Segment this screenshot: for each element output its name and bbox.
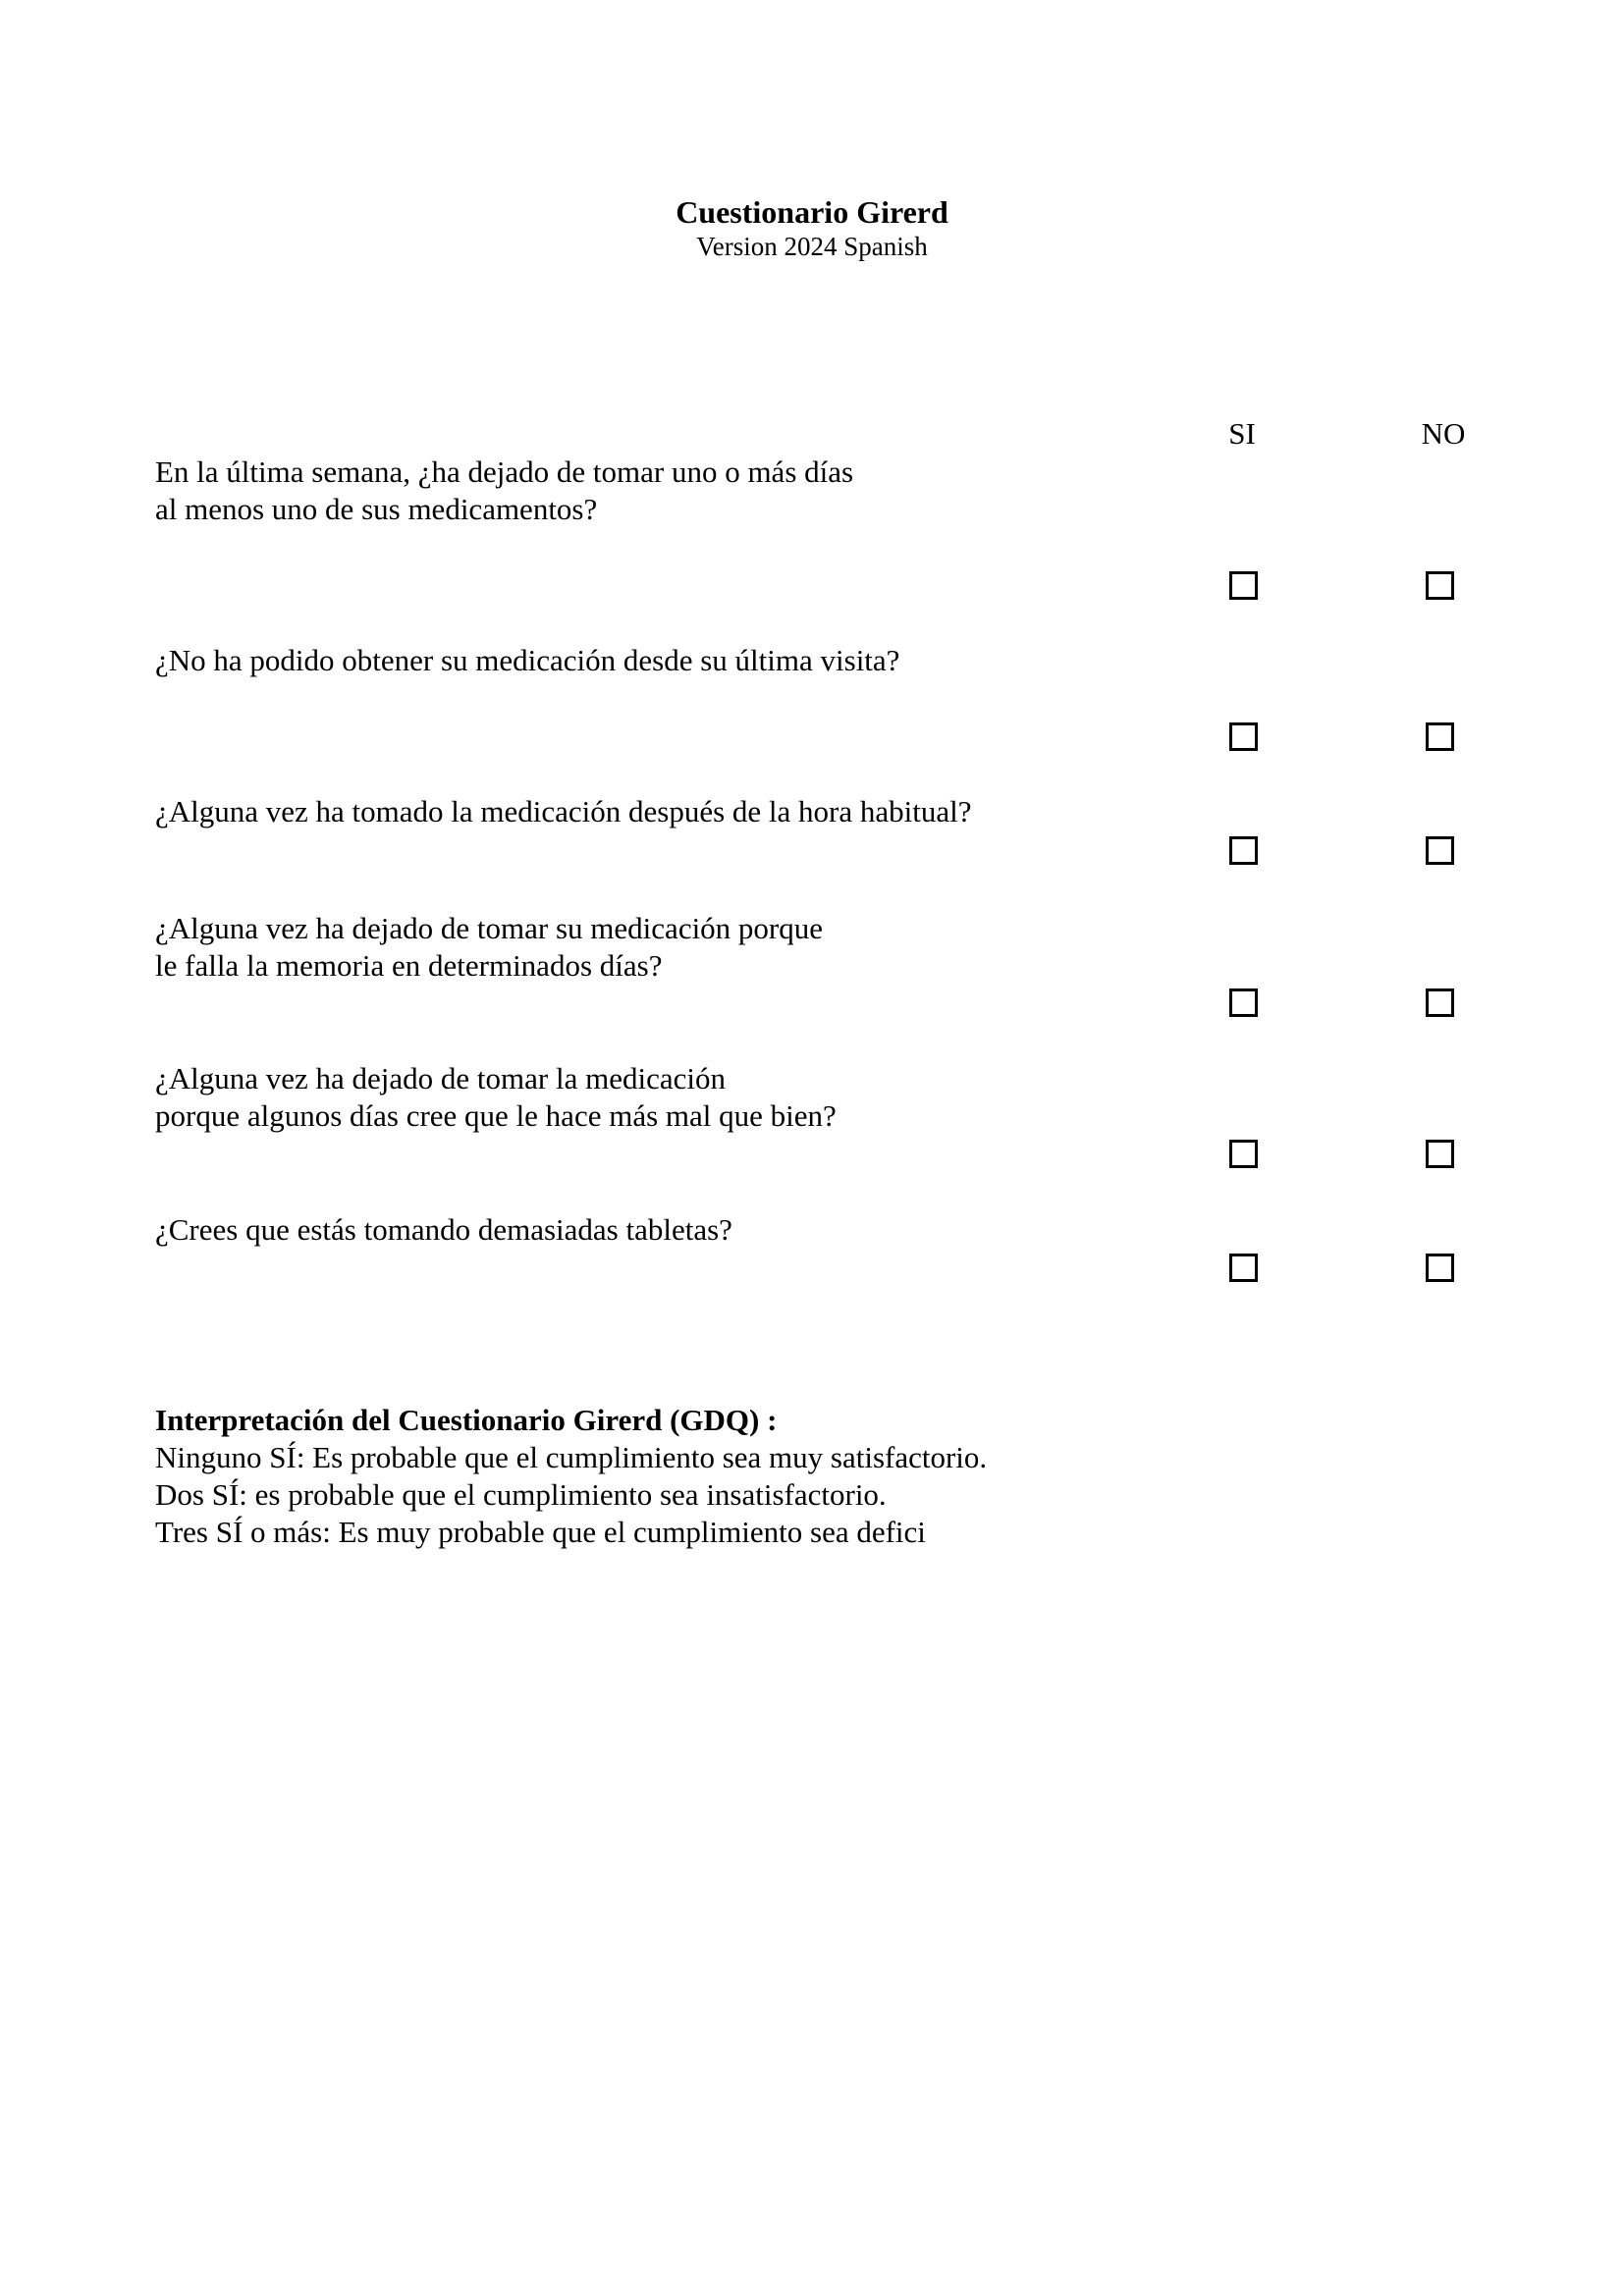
page-subtitle: Version 2024 Spanish: [696, 232, 928, 261]
question-5-no-checkbox[interactable]: [1426, 1140, 1454, 1168]
question-4: [155, 910, 1137, 985]
interpretation-heading: Interpretación del Cuestionario Girerd (GDQ) :: [155, 1403, 778, 1437]
question-1-si-checkbox[interactable]: [1229, 571, 1258, 600]
question-3-no-checkbox[interactable]: [1426, 836, 1454, 865]
question-1-no-checkbox[interactable]: [1426, 571, 1454, 600]
question-4-line-1: ¿Alguna vez ha dejado de tomar su medicación porque: [155, 911, 824, 945]
question-4-si-checkbox[interactable]: [1229, 988, 1258, 1017]
question-2-no-checkbox[interactable]: [1426, 722, 1454, 751]
question-2: [155, 642, 1137, 679]
question-5-si-checkbox[interactable]: [1229, 1140, 1258, 1168]
interpretation-line-3: Tres SÍ o más: Es muy probable que el cumplimiento sea defici: [155, 1515, 926, 1549]
interpretation-line-1: Ninguno SÍ: Es probable que el cumplimiento sea muy satisfactorio.: [155, 1440, 988, 1474]
question-3: [155, 793, 1137, 830]
question-6-no-checkbox[interactable]: [1426, 1254, 1454, 1282]
question-5-line-2: porque algunos días cree que le hace más mal que bien?: [155, 1098, 837, 1133]
question-1-line-2: al menos uno de sus medicamentos?: [155, 492, 598, 526]
question-2-line-1: ¿No ha podido obtener su medicación desde su última visita?: [155, 643, 900, 677]
question-3-line-1: ¿Alguna vez ha tomado la medicación después de la hora habitual?: [155, 794, 972, 828]
interpretation-line-2: Dos SÍ: es probable que el cumplimiento sea insatisfactorio.: [155, 1477, 887, 1512]
question-6-line-1: ¿Crees que estás tomando demasiadas tabletas?: [155, 1212, 732, 1247]
question-3-si-checkbox[interactable]: [1229, 836, 1258, 865]
page-title: Cuestionario Girerd: [676, 194, 948, 230]
question-5-line-1: ¿Alguna vez ha dejado de tomar la medicación: [155, 1061, 726, 1095]
column-header-no: NO: [1421, 416, 1466, 451]
question-6: [155, 1211, 1137, 1249]
interpretation-section: [155, 1402, 1530, 1551]
question-6-si-checkbox[interactable]: [1229, 1254, 1258, 1282]
column-header-si: SI: [1228, 416, 1256, 451]
question-2-si-checkbox[interactable]: [1229, 722, 1258, 751]
question-1: [155, 454, 1137, 528]
question-1-line-1: En la última semana, ¿ha dejado de tomar uno o más días: [155, 454, 854, 489]
question-5: [155, 1060, 1137, 1135]
question-4-line-2: le falla la memoria en determinados días?: [155, 948, 663, 983]
question-4-no-checkbox[interactable]: [1426, 988, 1454, 1017]
